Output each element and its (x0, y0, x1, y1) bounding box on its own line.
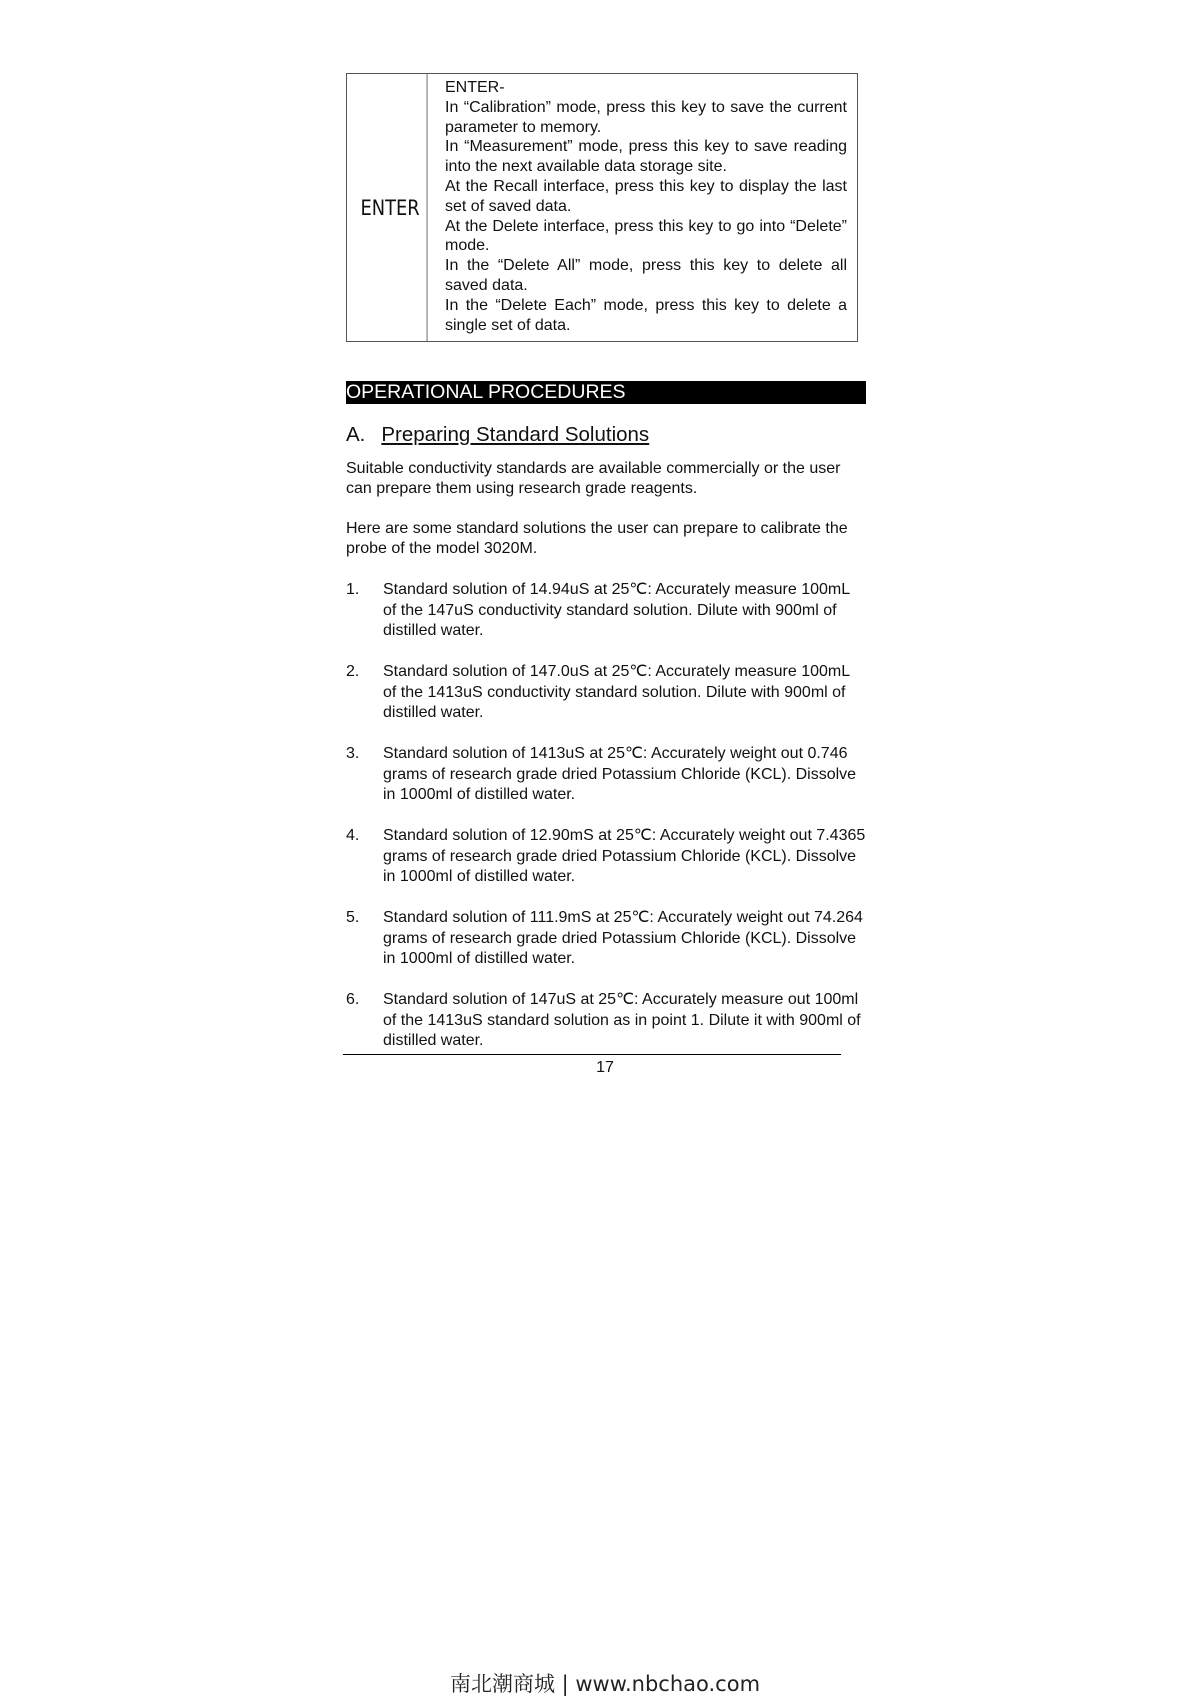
watermark: 南北潮商城 | www.nbchao.com (449, 1672, 761, 1696)
enter-key-description (434, 74, 857, 341)
list-number: 5. (346, 909, 360, 926)
list-number: 1. (346, 581, 360, 598)
description-line: ENTER- (445, 79, 505, 96)
description-line: At the Recall interface, press this key to display the last set of saved data. (445, 177, 847, 215)
intro-paragraph: Suitable conductivity standards are available commercially or the user can prepare them using research grade reagents. (346, 460, 841, 497)
list-item (346, 662, 866, 724)
list-text: Standard solution of 12.90mS at 25℃: Accurately weight out 7.4365 grams of research grade dried Potassium Chloride (KCL). Dissolve in 1000ml of distilled water. (383, 827, 866, 885)
subsection-letter: A. (346, 423, 366, 446)
list-item (346, 908, 866, 970)
intro-paragraph: Here are some standard solutions the user can prepare to calibrate the probe of the model 3020M. (346, 520, 848, 557)
list-number: 3. (346, 745, 360, 762)
page-number: 17 (596, 1059, 614, 1076)
list-item (346, 990, 866, 1052)
description-line: In the “Delete All” mode, press this key to delete all saved data. (445, 257, 847, 294)
enter-key-label: ENTER (354, 74, 428, 341)
description-line: In the “Delete Each” mode, press this key to delete a single set of data. (445, 296, 847, 334)
description-line: In “Measurement” mode, press this key to save reading into the next available data storage site. (445, 138, 847, 176)
list-text: Standard solution of 147.0uS at 25℃: Accurately measure 100mL of the 1413uS conductivity standard solution. Dilute with 900ml of distilled water. (383, 663, 850, 721)
list-text: Standard solution of 147uS at 25℃: Accurately measure out 100ml of the 1413uS standard solution as in point 1. Dilute it with 900ml of distilled water. (383, 991, 861, 1049)
footer-divider (343, 1054, 841, 1055)
section-heading: OPERATIONAL PROCEDURES (346, 381, 866, 404)
list-number: 6. (346, 991, 360, 1008)
list-text: Standard solution of 111.9mS at 25℃: Accurately weight out 74.264 grams of research grade dried Potassium Chloride (KCL). Dissolve in 1000ml of distilled water. (383, 909, 863, 967)
key-description-table (346, 73, 858, 342)
list-number: 2. (346, 663, 360, 680)
list-text: Standard solution of 1413uS at 25℃: Accurately weight out 0.746 grams of research grade dried Potassium Chloride (KCL). Dissolve in 1000ml of distilled water. (383, 745, 857, 803)
list-item (346, 744, 866, 806)
subsection-title: Preparing Standard Solutions (381, 423, 650, 446)
list-item (346, 580, 866, 642)
list-text: Standard solution of 14.94uS at 25℃: Accurately measure 100mL of the 147uS conductivity standard solution. Dilute with 900ml of distilled water. (383, 581, 850, 639)
description-line: At the Delete interface, press this key to go into “Delete” mode. (445, 217, 847, 255)
list-number: 4. (346, 827, 360, 844)
list-item (346, 826, 866, 888)
subsection-heading (346, 423, 649, 447)
description-line: In “Calibration” mode, press this key to save the current parameter to memory. (445, 98, 847, 136)
